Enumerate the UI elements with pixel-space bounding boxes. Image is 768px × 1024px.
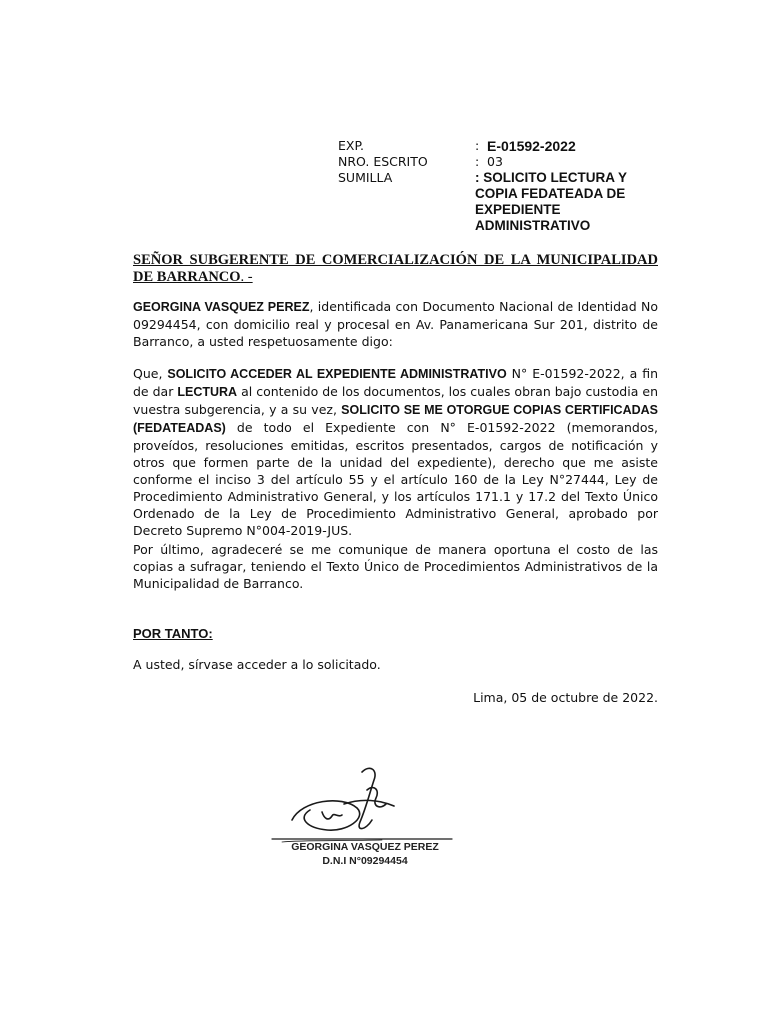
signatory-name: GEORGINA VASQUEZ PEREZ xyxy=(291,841,439,853)
sumilla-value xyxy=(475,170,658,234)
exp-separator: : xyxy=(475,138,480,153)
petition-text: A usted, sírvase acceder a lo solicitado. xyxy=(133,657,381,672)
escrito-label: NRO. ESCRITO xyxy=(338,154,428,169)
request-paragraph xyxy=(133,365,658,539)
exp-value: E-01592-2022 xyxy=(487,138,576,154)
signatory-dni: D.N.I N°09294454 xyxy=(322,855,408,867)
request-text-2: N° E-01592-2022, a fin de dar xyxy=(133,366,658,399)
addressee-line xyxy=(133,252,658,286)
request-text-1: Que, xyxy=(133,366,168,381)
case-header xyxy=(338,138,658,234)
escrito-value: 03 xyxy=(487,154,503,169)
addressee-text: SEÑOR SUBGERENTE DE COMERCIALIZACIÓN DE LA MUNICIPALIDAD DE BARRANCO xyxy=(133,252,658,285)
petitioner-name: GEORGINA VASQUEZ PEREZ xyxy=(133,300,310,314)
signature-block xyxy=(275,840,455,868)
request-text-4: de todo el Expediente con N° E-01592-2022 (memorandos, proveídos, resoluciones emitidas, escritos presentados, cargos de notificación y otros que formen parte de la unidad del expediente), derecho que me asiste conforme el inciso 3 del artículo 55 y el artículo 160 de la Ley N°27444, Ley de Procedimiento Administrativo General, y los artículos 171.1 y 17.2 del Texto Único Ordenado de la Ley de Procedimiento Administrativo General, aprobado por Decreto Supremo N°004-2019-JUS. xyxy=(133,420,658,538)
escrito-separator: : xyxy=(475,154,480,169)
request-text-3: al contenido de los documentos, los cuales obran bajo custodia en vuestra subgerencia, y a su vez, xyxy=(133,384,658,417)
handwritten-signature xyxy=(262,760,462,852)
intro-paragraph xyxy=(133,298,658,350)
sumilla-text: SOLICITO LECTURA Y COPIA FEDATEADA DE EXPEDIENTE ADMINISTRATIVO xyxy=(475,170,627,233)
petition-paragraph xyxy=(133,656,658,673)
request-bold-lectura: LECTURA xyxy=(177,385,238,399)
date-place-text: Lima, 05 de octubre de 2022. xyxy=(473,690,658,705)
request-bold-copias: SOLICITO SE ME OTORGUE COPIAS CERTIFICADAS (FEDATEADAS) xyxy=(133,403,658,435)
exp-label: EXP. xyxy=(338,138,365,153)
sumilla-label: SUMILLA xyxy=(338,170,393,185)
por-tanto-heading xyxy=(133,625,658,642)
closing-text: Por último, agradeceré se me comunique de manera oportuna el costo de las copias a sufragar, teniendo el Texto Único de Procedimientos Administrativos de la Municipalidad de Barranco. xyxy=(133,542,658,591)
closing-paragraph xyxy=(133,541,658,592)
por-tanto-text: POR TANTO: xyxy=(133,626,213,641)
sumilla-separator: : xyxy=(475,170,480,185)
request-bold-access: SOLICITO ACCEDER AL EXPEDIENTE ADMINISTRATIVO xyxy=(167,367,507,381)
addressee-tail: . - xyxy=(240,269,253,285)
intro-text: , identificada con Documento Nacional de Identidad No 09294454, con domicilio real y procesal en Av. Panamericana Sur 201, distrito de Barranco, a usted respetuosamente digo: xyxy=(133,299,658,349)
escrito-row xyxy=(338,154,658,170)
exp-row xyxy=(338,138,658,154)
date-place xyxy=(133,689,658,706)
sumilla-row xyxy=(338,170,658,234)
